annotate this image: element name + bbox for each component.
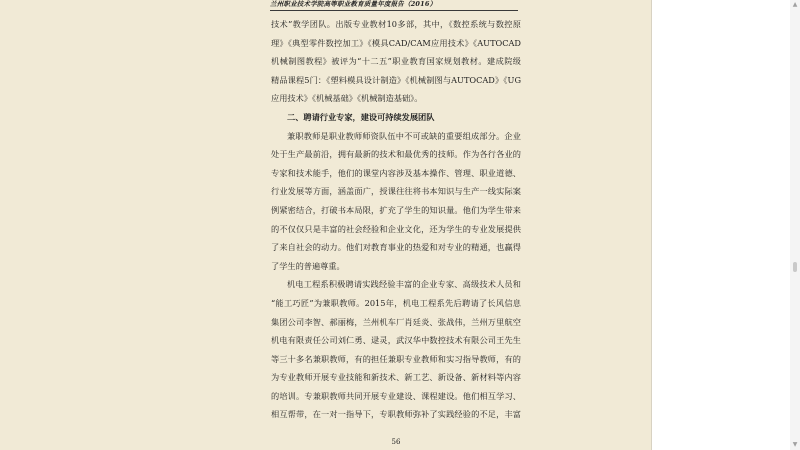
body-line: 等三十多名兼职教师，有的担任兼职专业教师和实习指导教师，有的 [271,353,521,364]
body-line: 了学生的普遍尊重。 [271,260,345,271]
body-line: 专家和技术能手，他们的课堂内容涉及基本操作、管理、职业道德、 [271,167,521,178]
body-line: 行业发展等方面，涵盖面广，授课往往将书本知识与生产一线实际案 [271,186,521,197]
body-line: 相互帮带，在一对一指导下，专职教师弥补了实践经验的不足，丰富 [271,409,521,420]
page-body [271,15,521,424]
scroll-up-arrow-icon[interactable]: ▲ [792,1,798,8]
page-edge-divider [651,0,652,450]
body-line: 兼职教师是职业教师师资队伍中不可或缺的重要组成部分。企业 [287,130,521,141]
body-line: 技术”教学团队。出版专业教材10多部，其中，《数控系统与数控原 [271,19,521,29]
body-line: 应用技术》《机械基础》《机械制造基础》。 [271,93,423,104]
vertical-scrollbar[interactable] [790,0,800,450]
body-line: 机电工程系积极聘请实践经验丰富的企业专家、高级技术人员和 [287,279,521,290]
page-number: 56 [391,438,401,446]
body-line: 集团公司李智、郝丽梅，兰州机车厂肖廷炎、张战伟，兰州万里航空 [271,316,521,327]
body-line: 为专业教师开展专业技能和新技术、新工艺、新设备、新材料等内容 [271,372,521,383]
body-line: 的不仅仅只是丰富的社会经验和企业文化，还为学生的专业发展提供 [271,223,521,234]
body-line: “能工巧匠”为兼职教师。2015年，机电工程系先后聘请了长风信息 [271,297,521,308]
body-line: 机电有限责任公司刘仁勇、逯灵，武汉华中数控技术有限公司王先生 [271,335,521,346]
body-line: 了来自社会的动力。他们对教育事业的热爱和对专业的精通，也赢得 [271,242,521,253]
scrollbar-thumb[interactable] [793,262,797,272]
scroll-down-arrow-icon[interactable]: ▼ [792,441,798,448]
body-line: 处于生产最前沿，拥有最新的技术和最优秀的技师。作为各行各业的 [271,149,521,160]
section-heading: 二、聘请行业专家，建设可持续发展团队 [287,111,435,122]
body-line: 的培训。专兼职教师共同开展专业建设、课程建设。他们相互学习、 [271,390,521,401]
body-line: 精品课程5门：《塑料模具设计制造》《机械制图与AUTOCAD》《UG [271,74,521,85]
body-line: 机械制图教程》被评为“十二五”职业教育国家规划教材。建成院级 [271,56,521,67]
body-line: 例紧密结合，打破书本局限，扩充了学生的知识量。他们为学生带来 [271,204,521,215]
body-line: 理》《典型零件数控加工》《模具CAD/CAM应用技术》《AUTOCAD [271,37,521,48]
running-header: 兰州职业技术学院高等职业教育质量年度报告（2016） [270,0,518,11]
